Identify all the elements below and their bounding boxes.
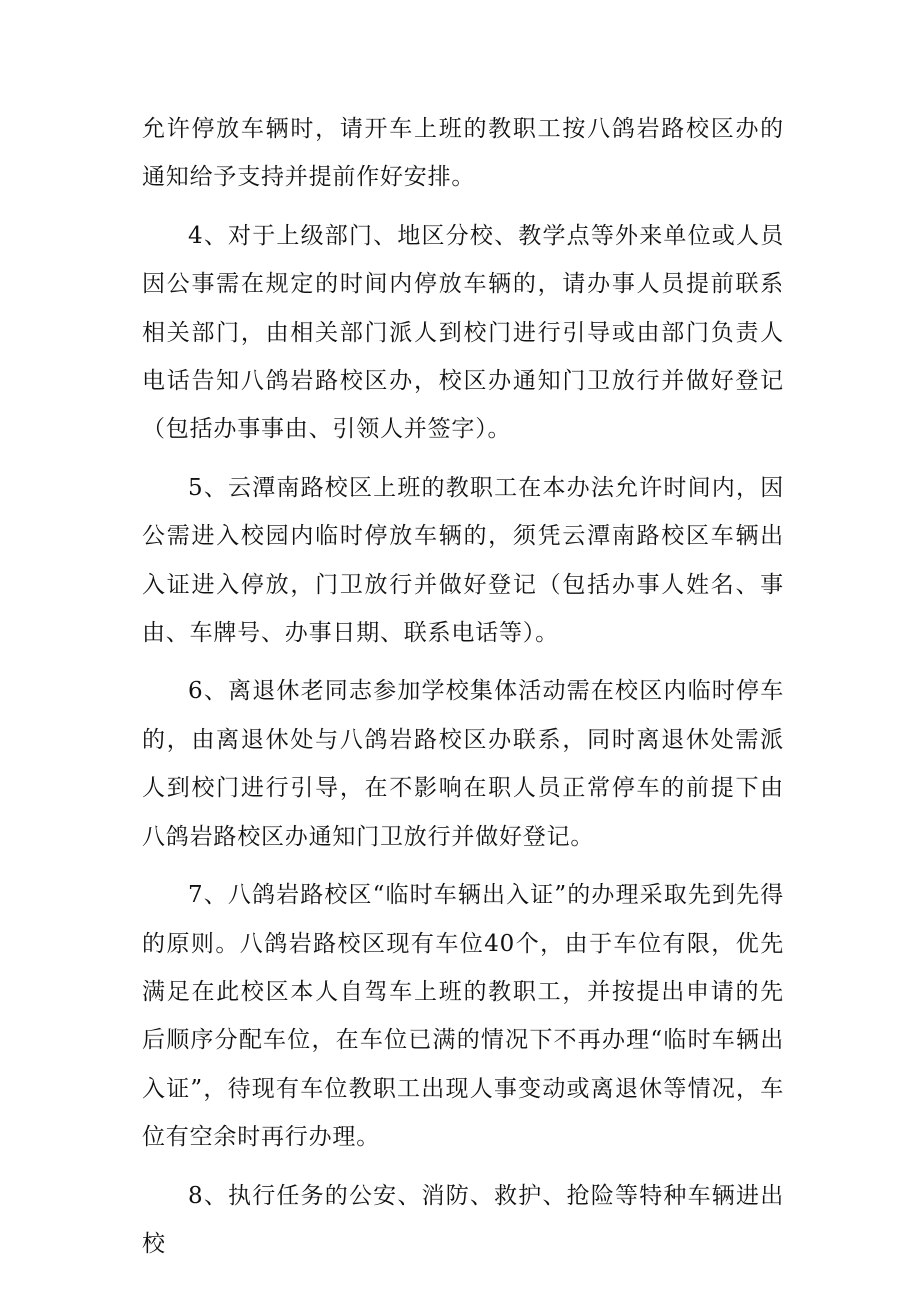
paragraph-continued: 允许停放车辆时，请开车上班的教职工按八鸽岩路校区办的通知给予支持并提前作好安排。 [142, 116, 784, 191]
paragraph-item-4: 4、对于上级部门、地区分校、教学点等外来单位或人员因公事需在规定的时间内停放车辆的，请办事人员提前联系相关部门，由相关部门派人到校门进行引导或由部门负责人电话告知八鸽岩路校区办，校区办通知门卫放行并做好登记（包括办事事由、引领人并签字）。 [142, 222, 784, 443]
paragraph-item-5: 5、云潭南路校区上班的教职工在本办法允许时间内，因公需进入校园内临时停放车辆的，须凭云潭南路校区车辆出入证进入停放，门卫放行并做好登记（包括办事人姓名、事由、车牌号、办事日期、联系电话等）。 [142, 474, 784, 647]
paragraph-item-6: 6、离退休老同志参加学校集体活动需在校区内临时停车的，由离退休处与八鸽岩路校区办联系，同时离退休处需派人到校门进行引导，在不影响在职人员正常停车的前提下由八鸽岩路校区办通知门卫放行并做好登记。 [142, 678, 784, 850]
paragraph-item-8: 8、执行任务的公安、消防、救护、抢险等特种车辆进出校 [142, 1182, 784, 1257]
paragraph-item-7: 7、八鸽岩路校区“临时车辆出入证”的办理采取先到先得的原则。八鸽岩路校区现有车位40个，由于车位有限，优先满足在此校区本人自驾车上班的教职工，并按提出申请的先后顺序分配车位，在车位已满的情况下不再办理“临时车辆出入证”，待现有车位教职工出现人事变动或离退休等情况，车位有空余时再行办理。 [142, 882, 784, 1151]
document-body [142, 105, 784, 1278]
